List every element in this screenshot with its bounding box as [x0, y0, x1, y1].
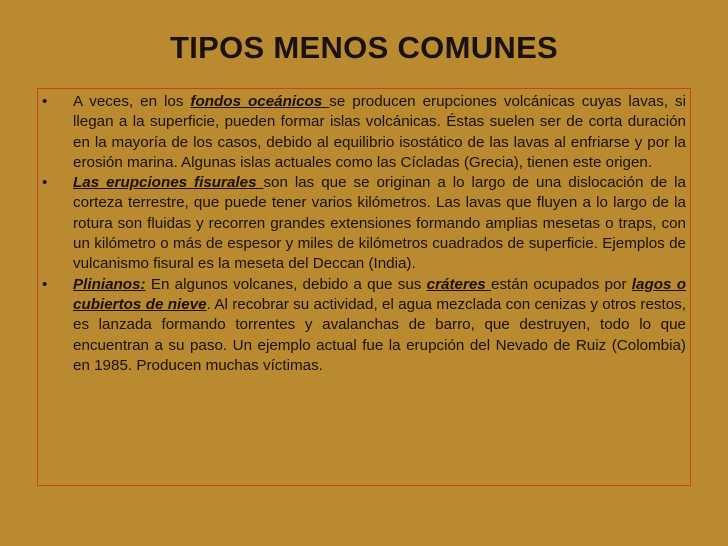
- emphasis-crateres: cráteres: [426, 275, 492, 293]
- item-text: En algunos volcanes, debido a que sus: [145, 275, 427, 293]
- bullet-marker: •: [42, 174, 48, 192]
- emphasis-fondos-oceanicos: fondos oceánicos: [190, 93, 330, 110]
- bullet-item-plinianos: [40, 275, 686, 376]
- bullet-marker: •: [42, 93, 48, 110]
- emphasis-lagos-nieve: lagos o cubiertos de nieve: [73, 275, 686, 313]
- emphasis-erupciones-fisurales: Las erupciones fisurales: [73, 174, 264, 192]
- bullet-item-submarine: [40, 92, 686, 173]
- bullet-list: [40, 92, 686, 376]
- bullet-marker: •: [42, 275, 48, 293]
- item-text: . Al recobrar su actividad, el agua mezclada con cenizas y otros restos, es lanzada formando torrentes y avalanchas de barro, que destruyen, todo lo que encuentran a su paso. Un ejemplo actual fue la erupción del Nevado de Ruiz (Colombia) en 1985. Producen muchas víctimas.: [73, 295, 686, 374]
- bullet-item-fisurales: [40, 173, 686, 274]
- item-text: A veces, en los: [73, 93, 191, 110]
- emphasis-plinianos: Plinianos:: [73, 275, 146, 293]
- slide-title: TIPOS MENOS COMUNES: [169, 30, 559, 65]
- item-text: se producen erupciones volcánicas cuyas lavas, si llegan a la superficie, pueden formar islas volcánicas. Éstas suelen ser de corta duración en la mayoría de los casos, debido al equilibrio isostático de las lavas al enfriarse y por la erosión marina. Algunas islas actuales como las Cícladas (Grecia), tienen este origen.: [73, 93, 687, 171]
- item-text: son las que se originan a lo largo de una dislocación de la corteza terrestre, que puede tener varios kilómetros. Las lavas que fluyen a lo largo de la rotura son fluidas y recorren grandes extensiones formando amplias mesetas o traps, con un kilómetro o más de espesor y miles de kilómetros cuadrados de superficie. Ejemplos de vulcanismo fisural es la meseta del Deccan (India).: [73, 174, 687, 273]
- item-text: están ocupados por: [491, 275, 632, 293]
